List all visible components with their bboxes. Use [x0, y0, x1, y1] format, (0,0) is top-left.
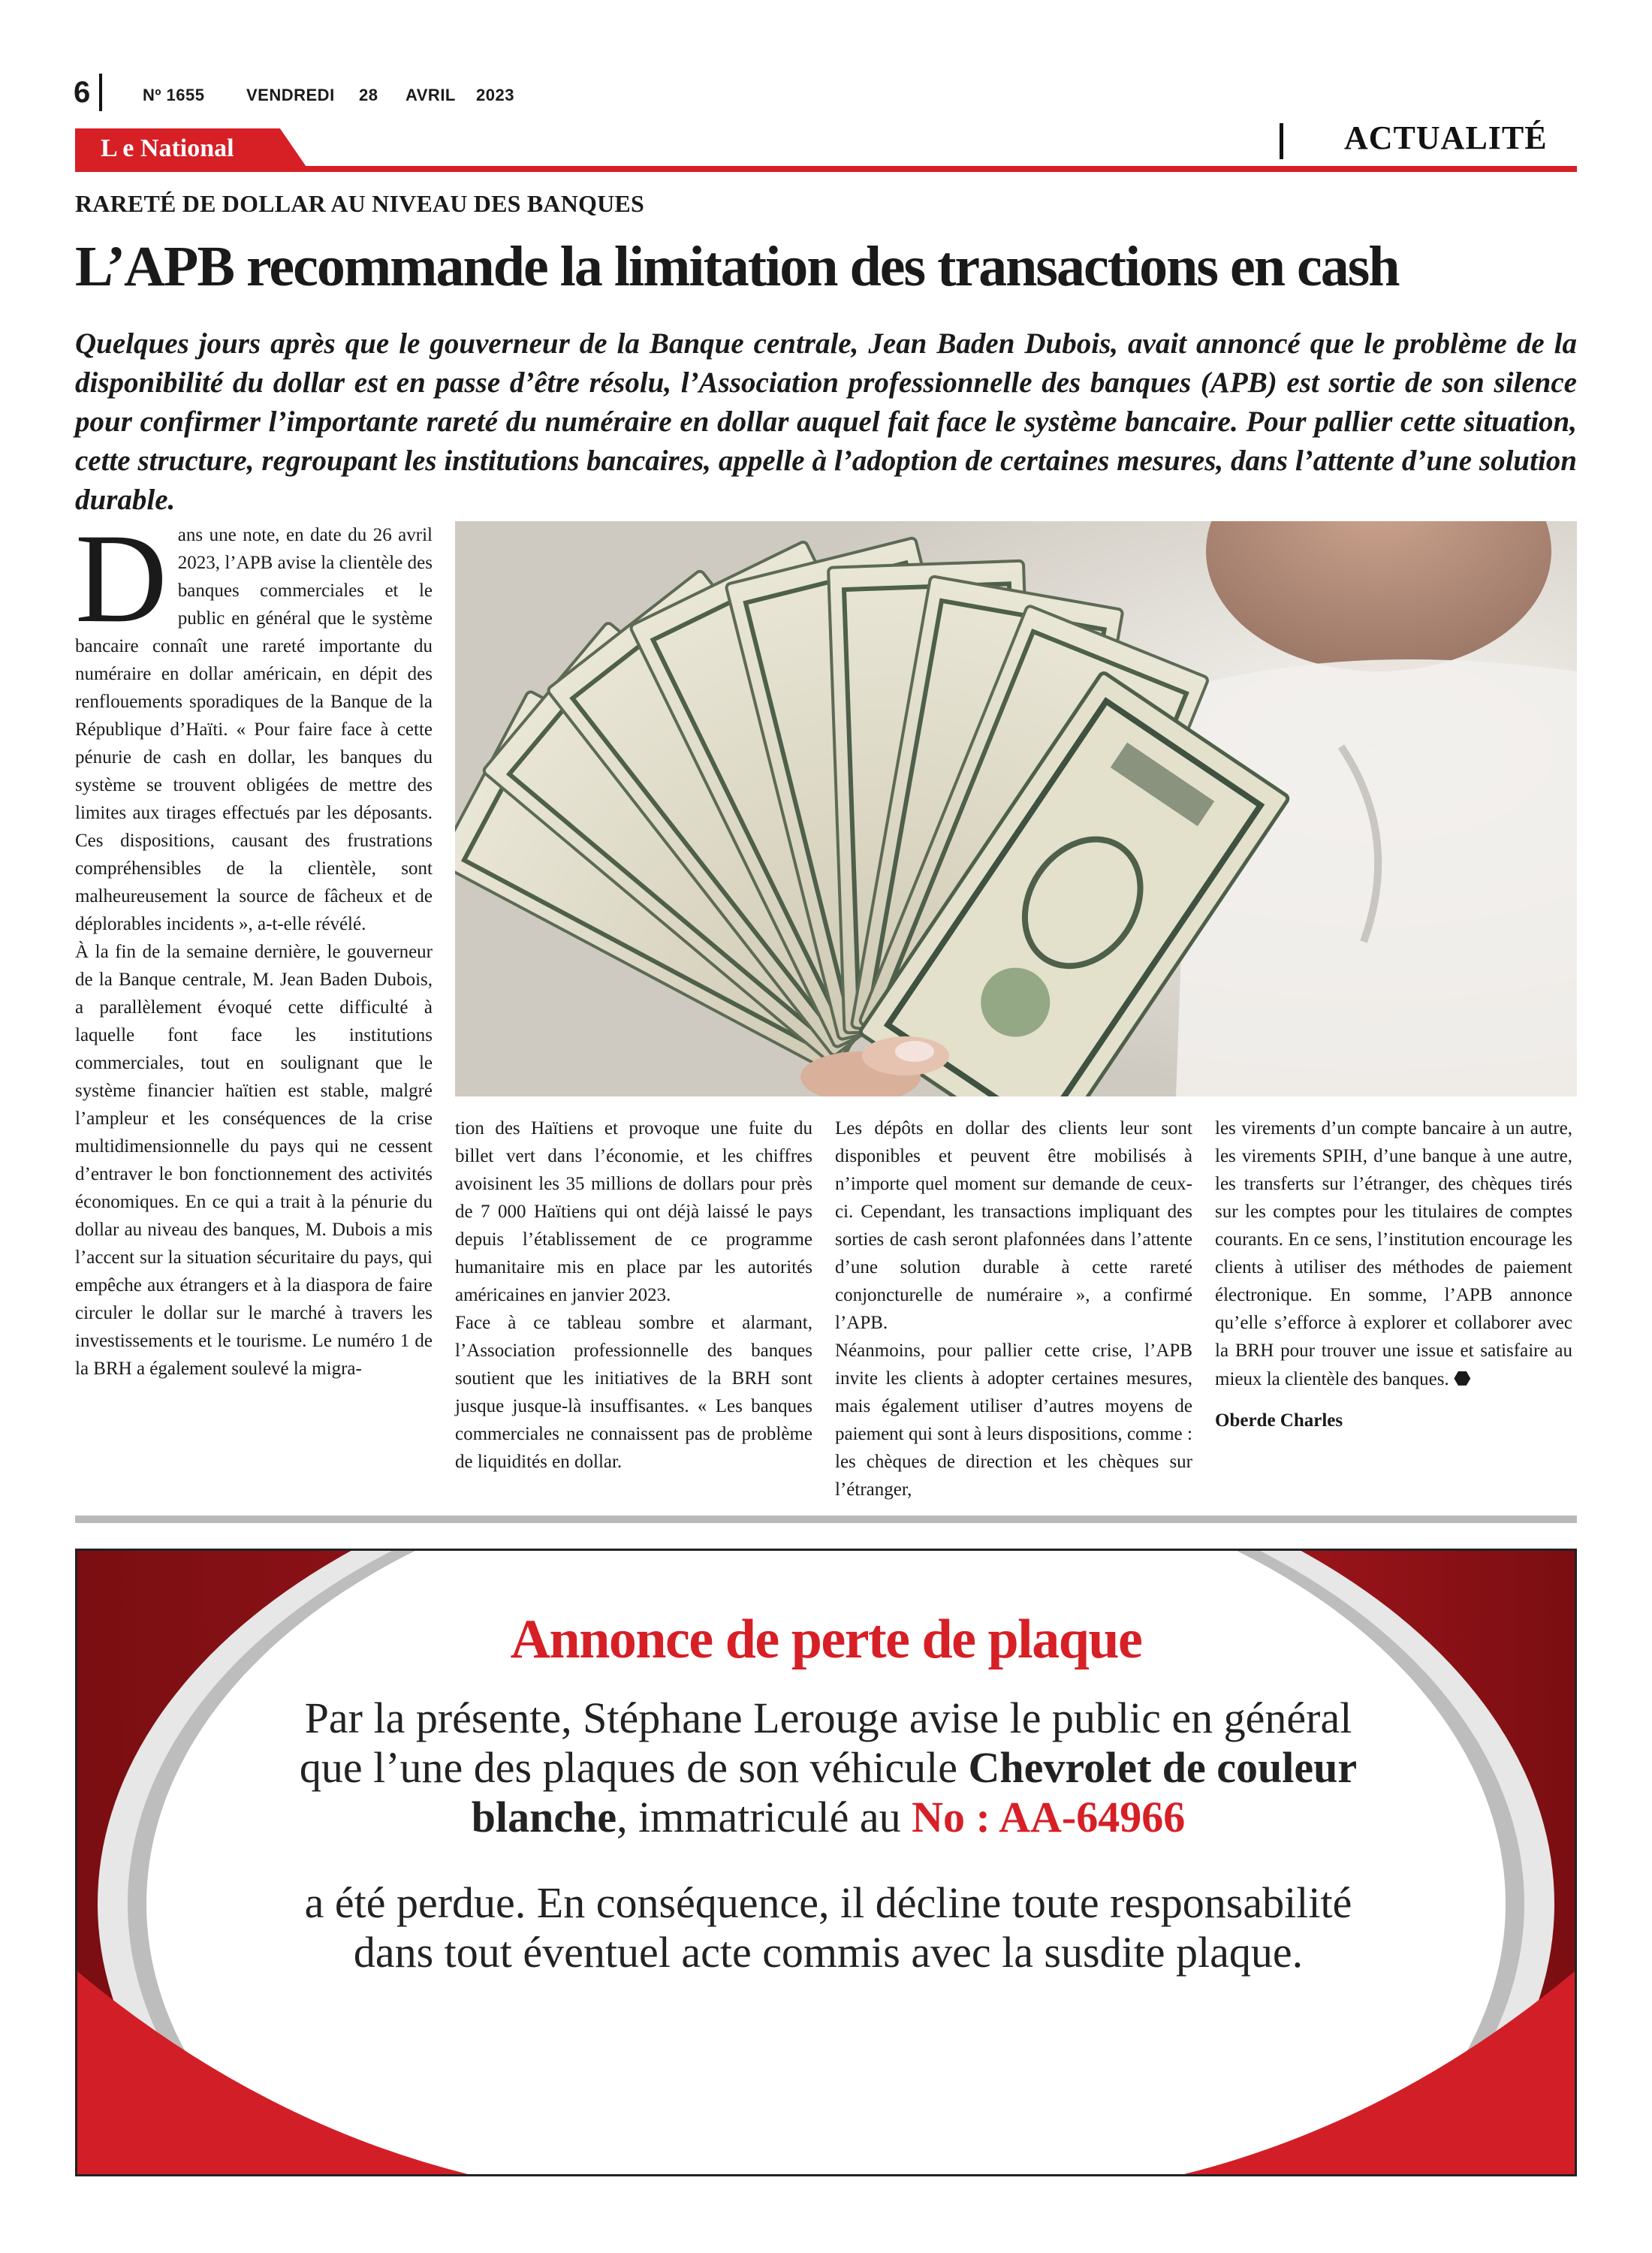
plate-number: No : AA-64966 [912, 1793, 1186, 1841]
folio-divider [99, 74, 102, 111]
issue-day: VENDREDI [246, 86, 335, 104]
section-separator [75, 1516, 1577, 1523]
section-divider [1280, 123, 1283, 159]
article-paragraph [75, 508, 433, 938]
ad-title: Annonce de perte de plaque [510, 1609, 1142, 1670]
paragraph-text: les virements d’un compte bancaire à un autre, les virements SPIH, d’une banque à une autre, les transferts sur l’étranger, des chèques tirés sur les comptes pour les titulaires de comptes courants. En ce sens, l’institution encourage les clients à utiliser des méthodes de paiement électronique. En somme, l’APB annonce qu’elle s’efforce à explorer et collaborer avec la BRH pour trouver une issue et satisfaire au mieux la clientèle des banques. [1215, 1118, 1572, 1389]
newspaper-brand: L e National [101, 134, 234, 162]
ad-paragraph-1 [280, 1694, 1376, 1842]
issue-number: Nº 1655 [143, 86, 205, 104]
classified-ad [75, 1549, 1577, 2176]
end-of-article-icon: ⬣ [1453, 1368, 1471, 1389]
article-paragraph: Face à ce tableau sombre et alarmant, l’Association professionnelle des banques soutient que les initiatives de la BRH sont jusque jusque-là insuffisantes. « Les banques commerciales ne connaissent pas de problème de liquidités en dollar. [455, 1313, 812, 1472]
section-label: ACTUALITÉ [1344, 119, 1548, 156]
issue-month: AVRIL [405, 86, 456, 104]
ad-paragraph-2: a été perdue. En conséquence, il décline toute responsabilité dans tout éventuel acte commis avec la susdite plaque. [304, 1878, 1352, 1977]
article-headline: L’APB recommande la limitation des transactions en cash [75, 235, 1399, 298]
article-paragraph: Les dépôts en dollar des clients leur sont disponibles et peuvent être mobilisés à n’importe quel moment sur demande de ceux-ci. Cependant, les transactions impliquant des sorties de cash seront plafonnées dans l’attente d’une solution durable à cette rareté conjoncturelle de numéraire », a confirmé l’APB. [835, 1118, 1192, 1333]
page-folio [74, 74, 102, 111]
article-column-1 [75, 508, 433, 1383]
article-kicker: RARETÉ DE DOLLAR AU NIVEAU DES BANQUES [75, 190, 644, 217]
article-column-3 [835, 1114, 1192, 1504]
article-paragraph: Néanmoins, pour pallier cette crise, l’APB invite les clients à adopter certaines mesures, mais également utiliser d’autres moyens de paiement qui sont à leurs dispositions, comme : les chèques de direction et les chèques sur l’étranger, [835, 1341, 1192, 1500]
issue-date: 28 [359, 86, 378, 104]
article-column-4 [1215, 1114, 1572, 1434]
article-paragraph [1215, 1114, 1572, 1393]
vehicle-description: Chevrolet de couleur blanche [471, 1743, 1358, 1841]
dollar-bills-illustration [455, 521, 1577, 1096]
header-rule [75, 166, 1577, 172]
ad-text: Par la présente, Stéphane Lerouge avise le public en général que l’une des plaques de son véhicule [299, 1694, 1352, 1792]
article-lede: Quelques jours après que le gouverneur de la Banque centrale, Jean Baden Dubois, avait annoncé que le problème de la disponibilité du dollar est en passe d’être résolu, l’Association professionnelle des banques (APB) est sortie de son silence pour confirmer l’importante rareté du numéraire en dollar auquel fait face le système bancaire. Pour pallier cette situation, cette structure, regroupant les institutions bancaires, appelle à l’adoption de certaines mesures, dans l’attente d’une solution durable. [75, 327, 1577, 516]
article-photo [455, 521, 1577, 1096]
page-number: 6 [74, 75, 91, 109]
paragraph-text: ans une note, en date du 26 avril 2023, l’APB avise la clientèle des banques commerciales et le public en général que le système bancaire connaît une rareté importante du numéraire en dollar américain, en dépit des renflouements sporadiques de la Banque de la République d’Haïti. « Pour faire face à cette pénurie de cash en dollar, les banques du système se trouvent obligées de mettre des limites aux tirages effectués par les déposants. Ces dispositions, causant des frustrations compréhensibles de la clientèle, sont malheureusement la source de fâcheux et de déplorables incidents », a-t-elle révélé. [75, 525, 433, 934]
article-column-2 [455, 1114, 812, 1476]
issue-year: 2023 [476, 86, 514, 104]
drop-cap: D [75, 508, 167, 649]
article-paragraph: tion des Haïtiens et provoque une fuite du billet vert dans l’économie, et les chiffres avoisinent les 35 millions de dollars pour près de 7 000 Haïtiens qui ont déjà laissé le pays depuis l’établissement de ce programme humanitaire mis en place par les autorités américaines en janvier 2023. [455, 1118, 812, 1305]
article-byline: Oberde Charles [1215, 1410, 1343, 1431]
ad-text: , immatriculé au [616, 1793, 912, 1841]
article-paragraph: À la fin de la semaine dernière, le gouverneur de la Banque centrale, M. Jean Baden Dubois, a parallèlement évoqué cette difficulté à laquelle font face les institutions commerciales, tout en soulignant que le système financier haïtien est stable, malgré l’ampleur et les conséquences de la crise multidimensionnelle du pays qui ne cessent d’entraver le bon fonctionnement des activités économiques. En ce qui a trait à la pénurie du dollar au niveau des banques, M. Dubois a mis l’accent sur la situation sécuritaire du pays, qui empêche aux étrangers et à la diaspora de faire circuler le dollar sur le marché à travers les investissements et le tourisme. Le numéro 1 de la BRH a également soulevé la migra- [75, 942, 433, 1379]
